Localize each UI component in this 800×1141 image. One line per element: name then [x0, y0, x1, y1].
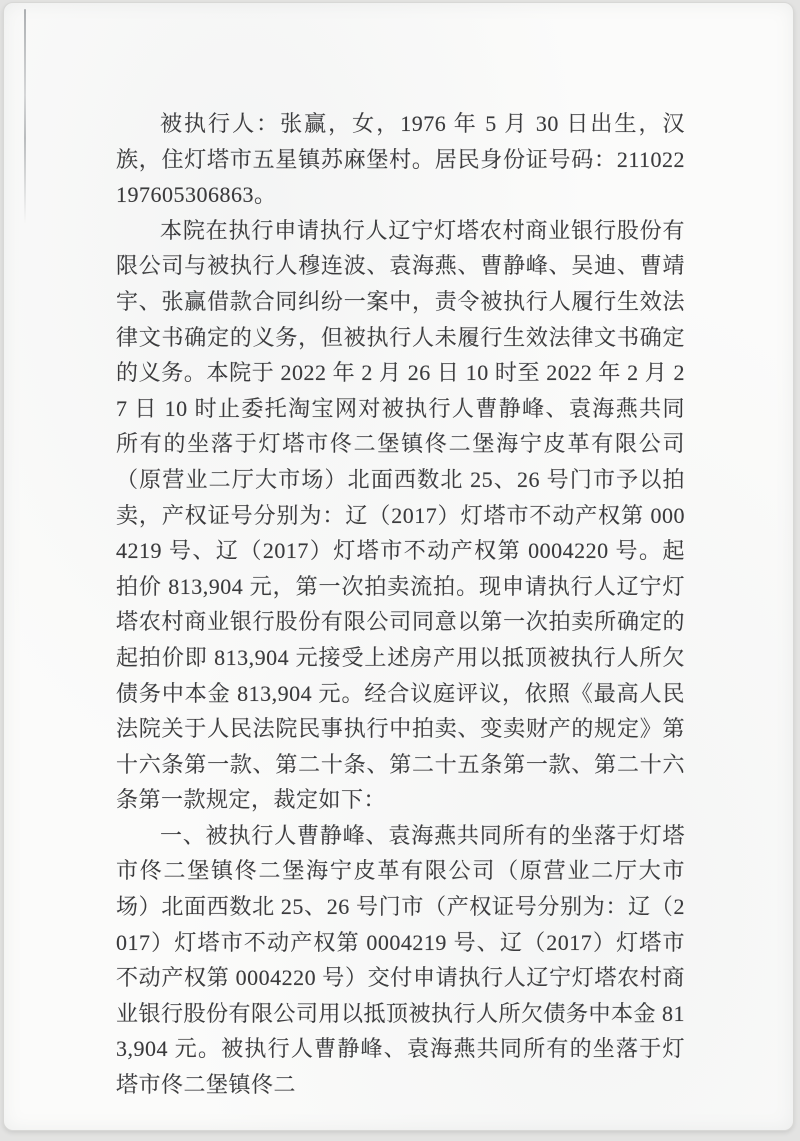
document-body	[116, 106, 685, 1103]
paragraph-ruling-item-1: 一、被执行人曹静峰、袁海燕共同所有的坐落于灯塔市佟二堡镇佟二堡海宁皮革有限公司（原营业二厅大市场）北面西数北 25、26 号门市（产权证号分别为：辽（2017）灯塔市不动产权第 0004219 号、辽（2017）灯塔市不动产权第 0004220 号）交付申请执行人辽宁灯塔农村商业银行股份有限公司用以抵顶被执行人所欠债务中本金 813,904 元。被执行人曹静峰、袁海燕共同所有的坐落于灯塔市佟二堡镇佟二	[116, 822, 686, 1098]
scan-fold-artifact	[24, 9, 26, 224]
document-page	[3, 2, 794, 1131]
paragraph-defendant-info: 被执行人：张赢，女，1976 年 5 月 30 日出生，汉族，住灯塔市五星镇苏麻堡村。居民身份证号码：211022197605306863。	[116, 111, 685, 208]
paragraph-ruling-body: 本院在执行申请执行人辽宁灯塔农村商业银行股份有限公司与被执行人穆连波、袁海燕、曹静峰、吴迪、曹靖宇、张赢借款合同纠纷一案中，责令被执行人履行生效法律文书确定的义务，但被执行人未履行生效法律文书确定的义务。本院于 2022 年 2 月 26 日 10 时至 2022 年 2 月 27 日 10 时止委托淘宝网对被执行人曹静峰、袁海燕共同所有的坐落于灯塔市佟二堡镇佟二堡海宁皮革有限公司（原营业二厅大市场）北面西数北 25、26 号门市予以拍卖，产权证号分别为：辽（2017）灯塔市不动产权第 0004219 号、辽（2017）灯塔市不动产权第 0004220 号。起拍价 813,904 元，第一次拍卖流拍。现申请执行人辽宁灯塔农村商业银行股份有限公司同意以第一次拍卖所确定的起拍价即 813,904 元接受上述房产用以抵顶被执行人所欠债务中本金 813,904 元。经合议庭评议，依照《最高人民法院关于人民法院民事执行中拍卖、变卖财产的规定》第十六条第一款、第二十条、第二十五条第一款、第二十六条第一款规定，裁定如下：	[116, 217, 685, 813]
